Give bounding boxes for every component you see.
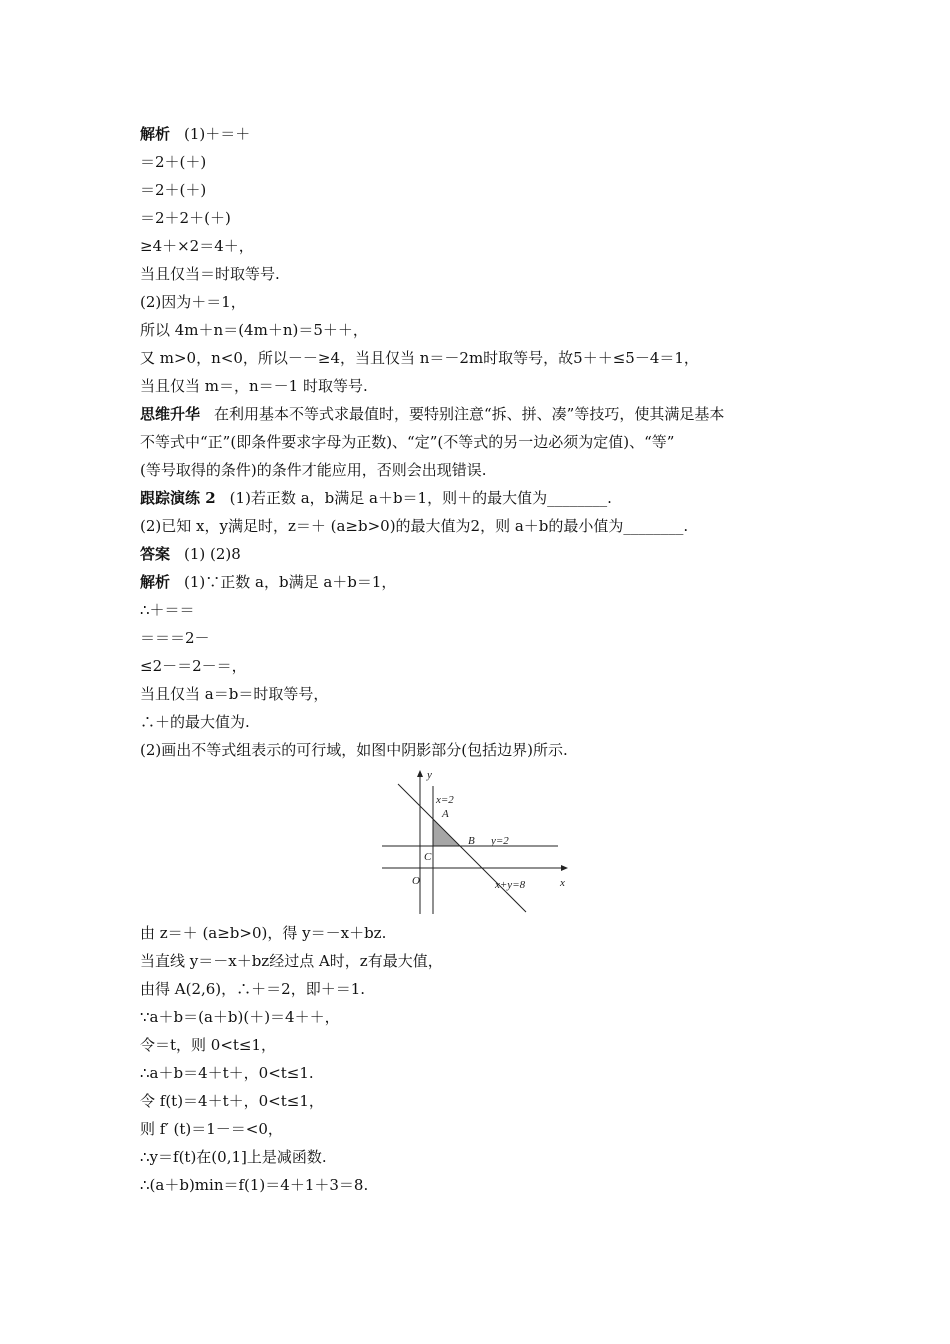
section-label: 解析	[140, 573, 171, 591]
text-line: 所以 4m＋n＝(4m＋n)＝5＋＋，	[140, 321, 368, 339]
feasible-region-figure	[140, 764, 840, 919]
text-line: 解析 (1)∵正数 a，b满足 a＋b＝1，	[140, 573, 397, 591]
text-line: ∴y＝f(t)在(0,1]上是减函数.	[140, 1148, 327, 1166]
text-line: 则 f′ (t)＝1－＝<0，	[140, 1120, 283, 1138]
text-line: 又 m>0，n<0，所以－－≥4，当且仅当 n＝－2m时取等号，故5＋＋≤5－4＝1，	[140, 349, 699, 367]
text-line: ∴＋的最大值为.	[140, 713, 250, 731]
text-line: 答案 (1) (2)8	[140, 545, 241, 563]
text-line: 由 z＝＋ (a≥b>0)，得 y＝－x＋bz.	[140, 924, 387, 942]
text-line: ≤2－＝2－＝，	[140, 657, 247, 675]
line-sum-label: x+y=8	[495, 879, 526, 891]
text-line: ∴(a＋b)min＝f(1)＝4＋1＋3＝8.	[140, 1176, 369, 1194]
text-line: (2)已知 x，y满足时，z＝＋ (a≥b>0)的最大值为2，则 a＋b的最小值为________.	[140, 517, 689, 535]
text-line: 当且仅当 a＝b＝时取等号，	[140, 685, 329, 703]
section-label: 解析	[140, 125, 171, 143]
text-line: ≥4＋×2＝4＋，	[140, 237, 254, 255]
origin-label: O	[412, 875, 420, 887]
text-line: (等号取得的条件)的条件才能应用，否则会出现错误.	[140, 461, 487, 479]
section-label: 答案	[140, 545, 171, 563]
text-line: 思维升华 在利用基本不等式求最值时，要特别注意“拆、拼、凑”等技巧，使其满足基本	[140, 405, 725, 423]
y-axis-label: y	[427, 769, 432, 781]
point-b-label: B	[468, 835, 475, 847]
line-y2-label: y=2	[491, 835, 509, 847]
text-line: 当且仅当＝时取等号.	[140, 265, 280, 283]
text-line: ＝＝＝2－	[140, 629, 210, 647]
text-line: 令 f(t)＝4＋t＋，0<t≤1，	[140, 1092, 324, 1110]
feasible-region-diagram	[380, 764, 580, 916]
line-x2-label: x=2	[436, 794, 454, 806]
point-a-label: A	[442, 808, 449, 820]
document-body	[140, 120, 840, 1199]
section-label: 跟踪演练 2	[140, 489, 216, 507]
text-line: ＝2＋(＋)	[140, 181, 207, 199]
text-line: 当且仅当 m＝，n＝－1 时取等号.	[140, 377, 368, 395]
text-line: ∴＋＝＝	[140, 601, 195, 619]
text-line: 令＝t，则 0<t≤1，	[140, 1036, 277, 1054]
point-c-label: C	[424, 851, 432, 863]
text-line: ∴a＋b＝4＋t＋，0<t≤1.	[140, 1064, 314, 1082]
section-label: 思维升华	[140, 405, 201, 423]
text-line: 不等式中“正”(即条件要求字母为正数)、“定”(不等式的另一边必须为定值)、“等”	[140, 433, 675, 451]
text-line: (2)因为＋＝1，	[140, 293, 246, 311]
text-line: ＝2＋(＋)	[140, 153, 207, 171]
text-line: ∵a＋b＝(a＋b)(＋)＝4＋＋，	[140, 1008, 340, 1026]
text-line: 解析 (1)＋＝＋	[140, 125, 251, 143]
text-line: 当直线 y＝－x＋bz经过点 A时，z有最大值，	[140, 952, 443, 970]
text-line: ＝2＋2＋(＋)	[140, 209, 231, 227]
text-line: (2)画出不等式组表示的可行域，如图中阴影部分(包括边界)所示.	[140, 741, 568, 759]
line-x-plus-y-equals-8	[398, 784, 526, 912]
text-line: 由得 A(2,6)，∴＋＝2，即＋＝1.	[140, 980, 366, 998]
text-line: 跟踪演练 2 (1)若正数 a，b满足 a＋b＝1，则＋的最大值为________.	[140, 489, 612, 507]
y-axis-arrow-icon	[417, 770, 423, 777]
x-axis-arrow-icon	[561, 865, 568, 871]
x-axis-label: x	[560, 877, 565, 889]
